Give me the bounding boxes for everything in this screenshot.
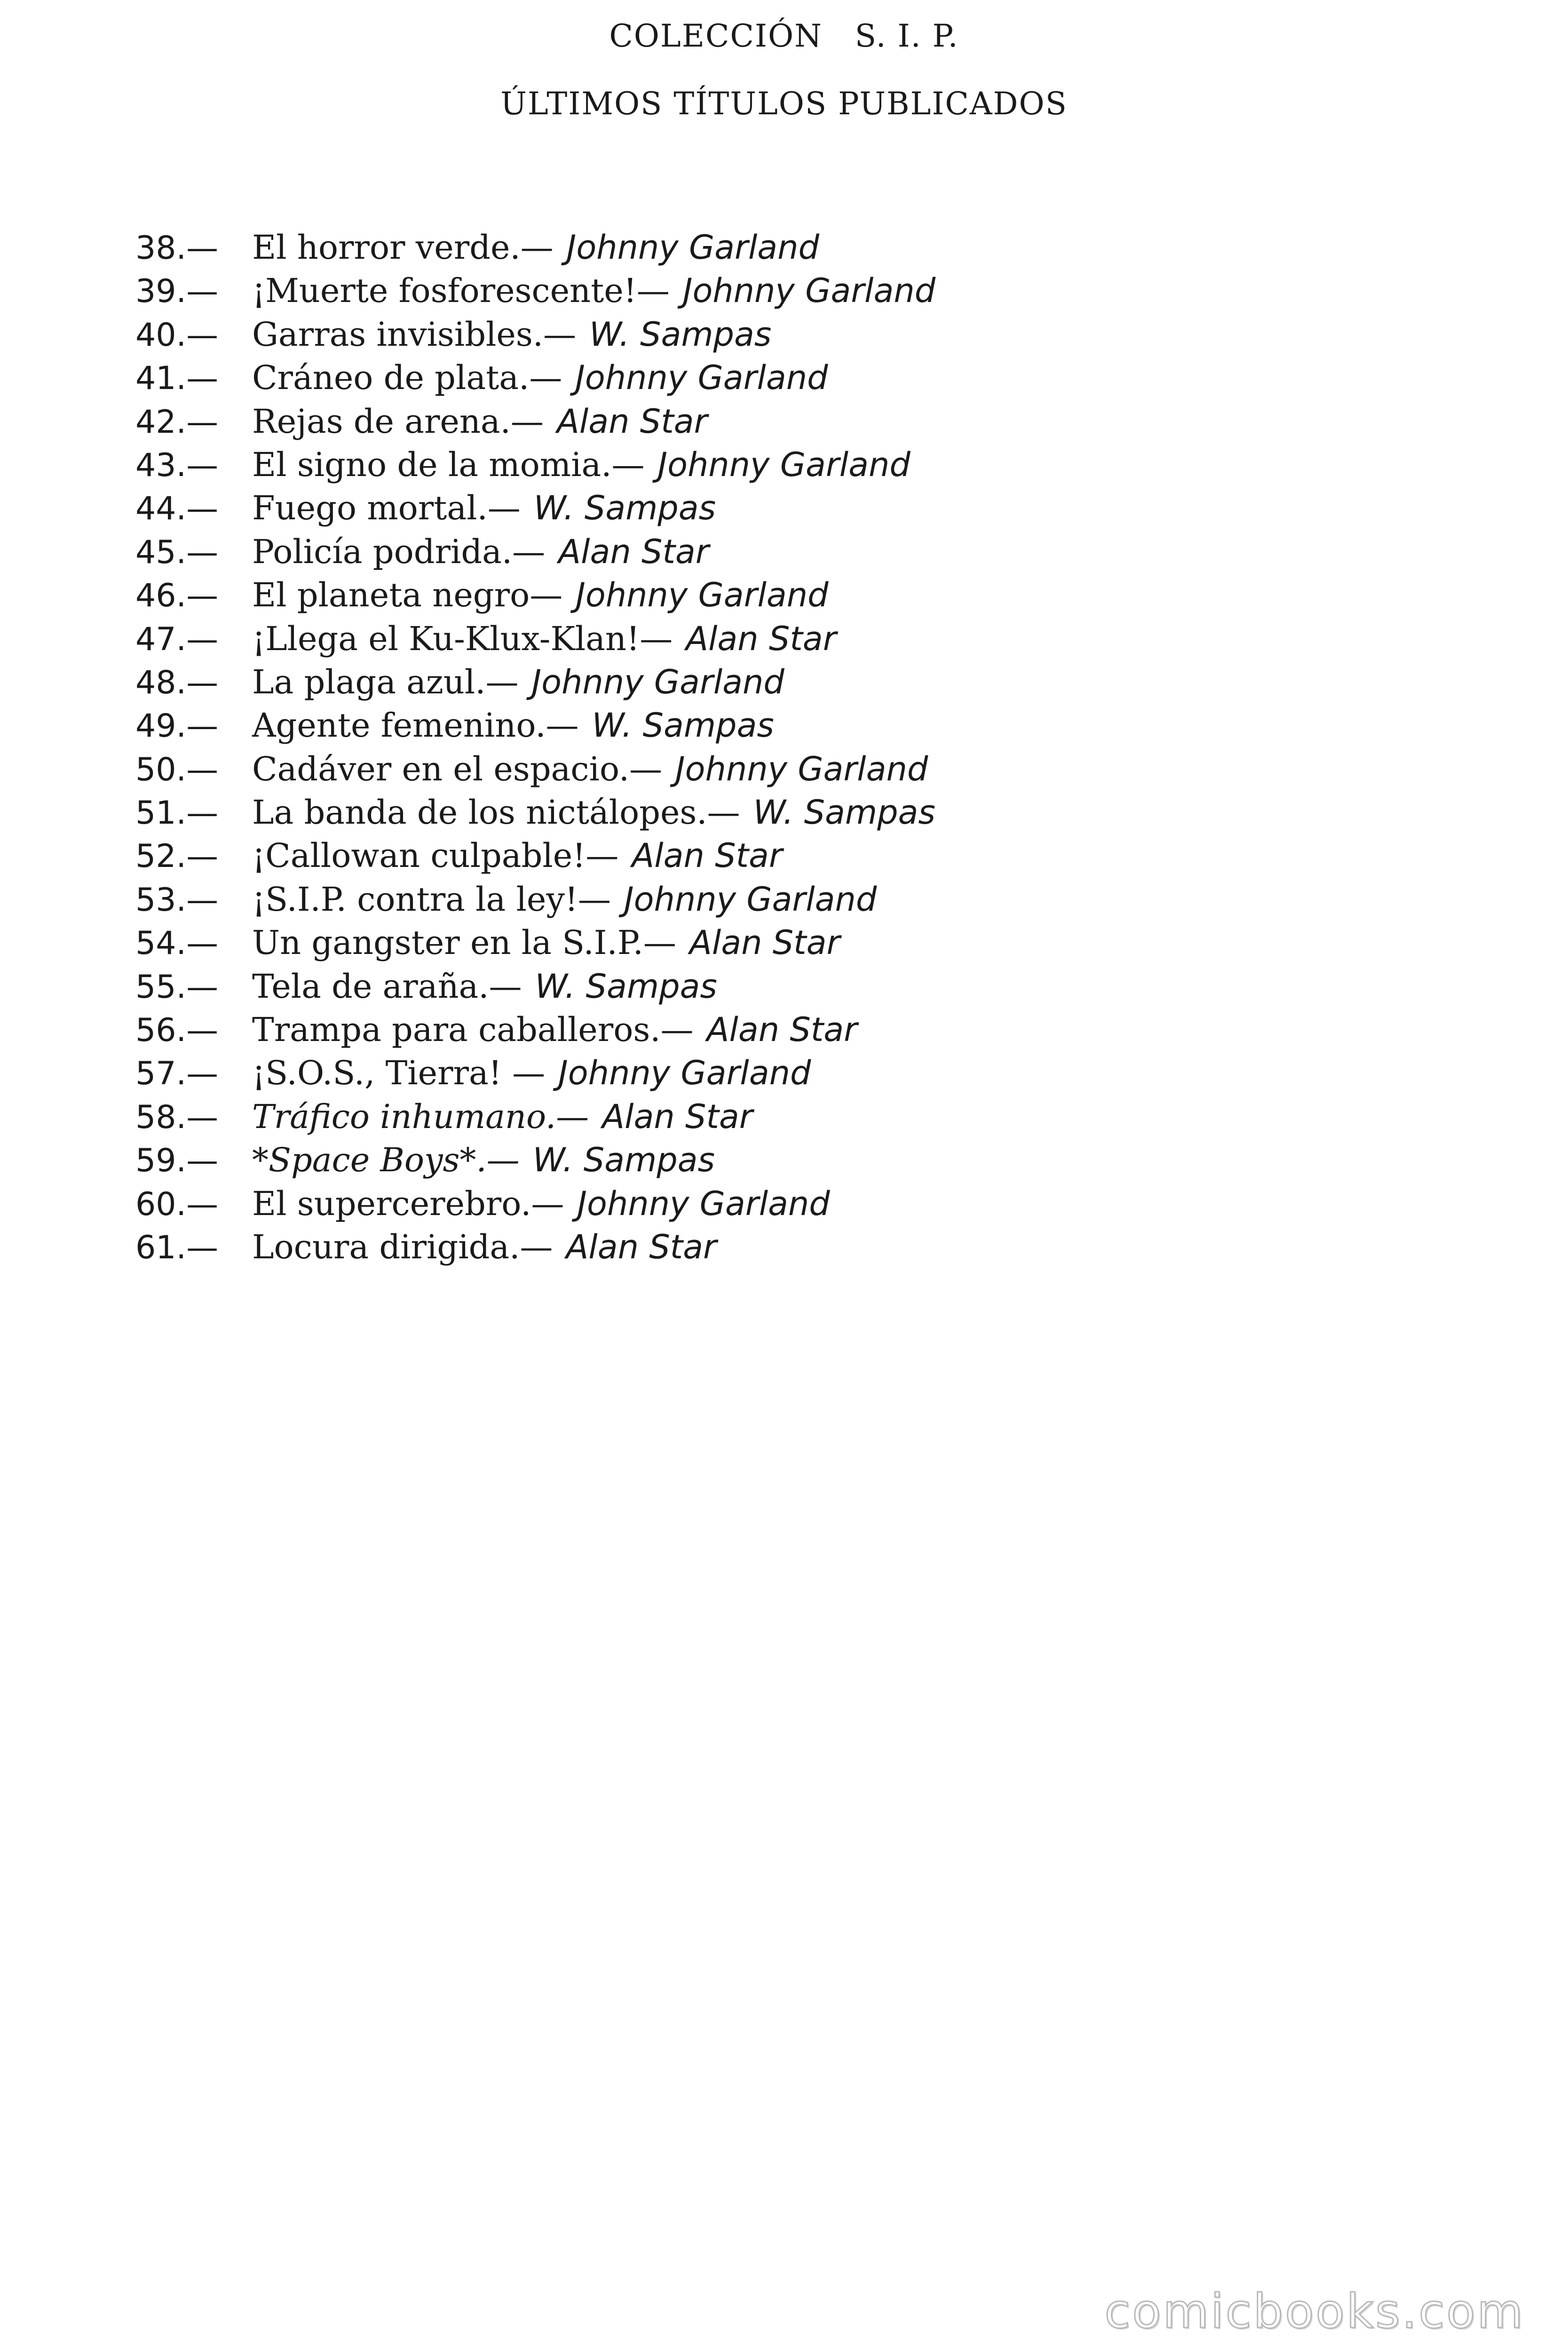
title-number: 51.— — [135, 795, 219, 832]
title-number: 59.— — [135, 1142, 219, 1180]
watermark: comicbooks.com — [1104, 2284, 1525, 2339]
list-item — [135, 878, 935, 921]
list-item — [135, 269, 935, 312]
list-item — [135, 834, 935, 877]
book-author: Alan Star — [556, 402, 708, 441]
title-number: 47.— — [135, 620, 219, 658]
book-author: Alan Star — [689, 923, 840, 962]
published-titles-list — [135, 226, 935, 1269]
book-author: Alan Star — [602, 1097, 753, 1136]
book-author: Johnny Garland — [577, 1184, 830, 1223]
list-item — [135, 1008, 935, 1051]
book-title: ¡S.O.S., Tierra! — — [252, 1054, 546, 1093]
title-number: 48.— — [135, 664, 219, 701]
book-title: ¡Llega el Ku-Klux-Klan!— — [252, 619, 673, 658]
book-author: Alan Star — [632, 836, 783, 875]
title-number: 58.— — [135, 1098, 219, 1136]
list-item — [135, 356, 935, 399]
book-title: ¡S.I.P. contra la ley!— — [252, 880, 611, 919]
title-number: 38.— — [135, 230, 219, 267]
book-author: W. Sampas — [592, 706, 774, 745]
list-item — [135, 747, 935, 791]
book-title: El signo de la momia.— — [252, 445, 645, 484]
book-author: W. Sampas — [589, 315, 772, 354]
book-author: Johnny Garland — [576, 576, 829, 615]
list-item — [135, 486, 935, 530]
title-number: 60.— — [135, 1185, 219, 1223]
title-number: 40.— — [135, 316, 219, 354]
list-item — [135, 313, 935, 356]
book-title: Agente femenino.— — [252, 706, 579, 745]
book-author: Johnny Garland — [624, 880, 877, 919]
book-author: Johnny Garland — [575, 358, 828, 397]
book-title: Un gangster en la S.I.P.— — [252, 923, 676, 962]
book-title: Policía podrida.— — [252, 532, 546, 571]
book-title: El horror verde.— — [252, 228, 554, 267]
book-title: Tela de araña.— — [252, 967, 522, 1006]
book-author: Johnny Garland — [682, 271, 936, 310]
book-title: Tráfico inhumano.— — [252, 1097, 589, 1136]
book-title: El supercerebro.— — [252, 1184, 564, 1223]
title-number: 61.— — [135, 1229, 219, 1266]
book-author: Johnny Garland — [558, 1054, 811, 1093]
title-number: 45.— — [135, 533, 219, 571]
book-author: Johnny Garland — [531, 662, 784, 701]
book-title: Rejas de arena.— — [252, 402, 544, 441]
title-number: 50.— — [135, 751, 219, 788]
title-number: 55.— — [135, 968, 219, 1006]
book-title: Trampa para caballeros.— — [252, 1010, 694, 1049]
book-title: Locura dirigida.— — [252, 1227, 553, 1266]
book-author: Alan Star — [558, 532, 709, 571]
book-author: Johnny Garland — [566, 228, 819, 267]
title-number: 57.— — [135, 1055, 219, 1093]
list-item — [135, 1051, 935, 1095]
list-item — [135, 400, 935, 443]
list-item — [135, 921, 935, 964]
list-item — [135, 573, 935, 617]
list-item — [135, 1225, 935, 1269]
title-number: 56.— — [135, 1012, 219, 1049]
list-item — [135, 965, 935, 1008]
book-author: Alan Star — [686, 619, 837, 658]
list-item — [135, 1182, 935, 1225]
book-author: Johnny Garland — [675, 749, 928, 788]
title-number: 44.— — [135, 490, 219, 528]
title-number: 54.— — [135, 925, 219, 962]
book-title: Fuego mortal.— — [252, 489, 521, 528]
list-item — [135, 226, 935, 269]
book-title: ¡Callowan culpable!— — [252, 836, 619, 875]
list-item — [135, 1138, 935, 1182]
title-number: 52.— — [135, 838, 219, 875]
book-title: *Space Boys*.— — [252, 1141, 520, 1180]
collection-title: COLECCIÓN S. I. P. — [609, 18, 959, 54]
book-author: Johnny Garland — [657, 445, 911, 484]
book-author: W. Sampas — [753, 793, 935, 832]
book-title: Cráneo de plata.— — [252, 358, 562, 397]
list-item — [135, 617, 935, 660]
title-number: 46.— — [135, 577, 219, 615]
book-title: La banda de los nictálopes.— — [252, 793, 740, 832]
book-author: W. Sampas — [535, 967, 717, 1006]
book-title: Garras invisibles.— — [252, 315, 576, 354]
title-number: 43.— — [135, 446, 219, 484]
list-item — [135, 530, 935, 573]
list-item — [135, 1095, 935, 1138]
title-number: 42.— — [135, 403, 219, 441]
book-author: Alan Star — [706, 1010, 857, 1049]
book-author: W. Sampas — [533, 489, 716, 528]
list-item — [135, 443, 935, 486]
book-author: W. Sampas — [532, 1141, 715, 1180]
book-title: ¡Muerte fosforescente!— — [252, 271, 670, 310]
title-number: 49.— — [135, 707, 219, 745]
list-item — [135, 791, 935, 834]
title-number: 41.— — [135, 360, 219, 397]
book-title: La plaga azul.— — [252, 662, 519, 701]
title-number: 39.— — [135, 273, 219, 310]
book-title: Cadáver en el espacio.— — [252, 749, 662, 788]
list-heading: ÚLTIMOS TÍTULOS PUBLICADOS — [500, 86, 1068, 122]
list-item — [135, 660, 935, 704]
book-title: El planeta negro— — [252, 576, 563, 615]
list-item — [135, 704, 935, 747]
book-author: Alan Star — [566, 1227, 717, 1266]
title-number: 53.— — [135, 881, 219, 919]
